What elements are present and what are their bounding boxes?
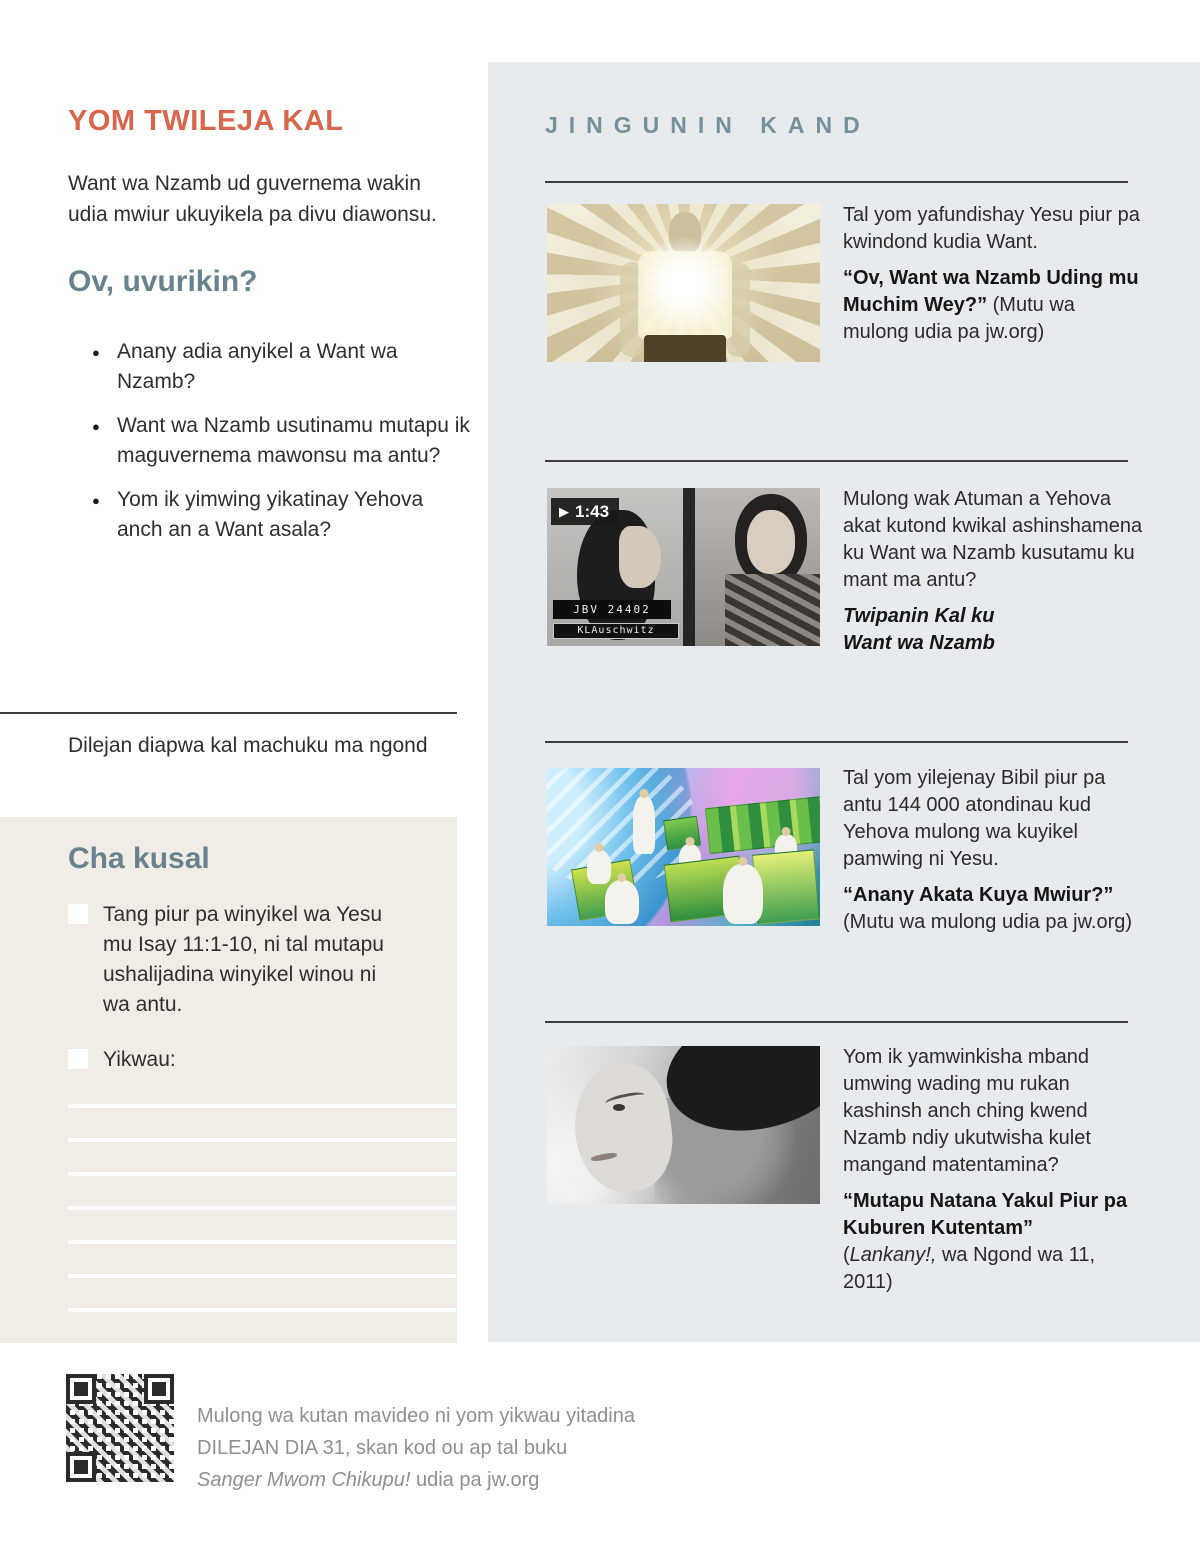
qr-finder-pattern <box>66 1452 96 1482</box>
quote-title: “Ov, Want wa Nzamb Uding mu Muchim Wey?” <box>843 267 1139 316</box>
video-duration-badge <box>551 498 619 525</box>
reference-line: Twipanin Kal ku <box>843 605 995 627</box>
quote-title: “Mutapu Natana Yakul Piur pa Kuburen Kutentam” <box>843 1190 1128 1239</box>
heart-glow <box>635 234 735 334</box>
reference-prefix: ( <box>843 1244 850 1266</box>
section-body: Tal yom yilejenay Bibil piur pa antu 144 000 atondinau kud Yehova mulong wa kuyikel pamwing ni Yesu. <box>843 767 1106 870</box>
section-text <box>843 765 1143 936</box>
front-portrait-face <box>747 510 795 574</box>
writing-line <box>68 1308 456 1312</box>
footer-line: Mulong wa kutan mavideo ni yom yikwau yitadina <box>197 1405 635 1427</box>
writing-line <box>68 1206 456 1210</box>
section-quote <box>843 1188 1143 1296</box>
footer-line-rest: udia pa jw.org <box>410 1469 540 1491</box>
writing-line <box>68 1138 456 1142</box>
checkbox[interactable] <box>68 904 88 924</box>
portrait-eye <box>613 1104 625 1111</box>
homework-item-label: Yikwau: <box>103 1048 176 1071</box>
footer-line <box>197 1464 677 1496</box>
photo-divider <box>683 488 695 646</box>
section-body: Yom ik yamwinkisha mband umwing wading mu rukan kashinsh anch ching kwend Nzamb ndiy ukutwisha kulet mangand matentamina? <box>843 1046 1091 1176</box>
quote-source: (Mutu wa mulong udia pa jw.org) <box>843 911 1133 933</box>
page-title: YOM TWILEJA KAL <box>68 105 344 137</box>
intro-paragraph: Want wa Nzamb ud guvernema wakin udia mwiur ukuyikela pa divu diawonsu. <box>68 172 437 226</box>
video-duration: 1:43 <box>575 502 610 521</box>
writing-line <box>68 1240 456 1244</box>
video-thumbnail[interactable] <box>547 488 820 646</box>
section-text <box>843 1044 1143 1296</box>
checkbox[interactable] <box>68 1049 88 1069</box>
section-quote <box>843 882 1143 936</box>
prisoner-number-plate: JBV 24402 <box>553 600 671 619</box>
left-divider <box>0 712 457 714</box>
writing-line <box>68 1274 456 1278</box>
quote-source: (Mutu wa mulong udia pa jw.org) <box>843 294 1075 343</box>
section-text <box>843 486 1143 657</box>
publication-title: Sanger Mwom Chikupu! <box>197 1469 411 1491</box>
section-quote <box>843 265 1143 346</box>
question-list <box>92 337 472 559</box>
media-panel-heading: JINGUNIN KAND <box>545 112 871 138</box>
illustration-144000-thrones <box>547 768 820 926</box>
homework-item <box>68 900 398 1020</box>
writing-line <box>68 1172 456 1176</box>
list-item: ● Yom ik yimwing yikatinay Yehova anch an a Want asala? <box>92 485 472 545</box>
play-icon: ▶ <box>559 504 569 519</box>
list-item: ● Want wa Nzamb usutinamu mutapu ik maguvernema mawonsu ma antu? <box>92 411 472 471</box>
reference-publication: Lankany!, <box>849 1244 937 1266</box>
quote-title: “Anany Akata Kuya Mwiur?” <box>843 884 1114 906</box>
qr-code <box>64 1372 176 1484</box>
homework-item-label: Tang piur pa winyikel wa Yesu mu Isay 11:1-10, ni tal mutapu ushalijadina winyikel winou ni wa antu. <box>103 903 384 1016</box>
homework-card <box>0 817 457 1343</box>
footer-line: DILEJAN DIA 31, skan kod ou ap tal buku <box>197 1437 568 1459</box>
list-item: ● Anany adia anyikel a Want wa Nzamb? <box>92 337 472 397</box>
striped-uniform <box>725 574 820 646</box>
writing-line <box>68 1104 456 1108</box>
homework-heading: Cha kusal <box>68 842 210 875</box>
figure-pants <box>644 335 726 362</box>
robed-figure <box>605 880 639 924</box>
homework-item <box>68 1045 398 1075</box>
photo-woman-portrait <box>547 1046 820 1204</box>
section-divider <box>545 1021 1128 1023</box>
reference-issue: wa Ngond wa 11, 2011) <box>843 1244 1096 1293</box>
profile-face <box>619 526 661 588</box>
illustration-anointed-man <box>547 204 820 362</box>
media-panel <box>488 62 1200 1342</box>
jesus-figure <box>633 796 655 854</box>
section-divider <box>545 460 1128 462</box>
qr-finder-pattern <box>144 1374 174 1404</box>
quote-source <box>843 1244 1095 1293</box>
section-body: Mulong wak Atuman a Yehova akat kutond kwikal ashinshamena ku Want wa Nzamb kusutamu ku mant ma antu? <box>843 488 1143 591</box>
footer-instructions <box>197 1400 677 1496</box>
section-reference <box>843 603 1143 657</box>
song-note: Dilejan diapwa kal machuku ma ngond <box>68 734 428 757</box>
section-divider <box>545 181 1128 183</box>
reference-line: Want wa Nzamb <box>843 632 995 654</box>
robed-figure <box>587 850 611 884</box>
section-divider <box>545 741 1128 743</box>
qr-finder-pattern <box>66 1374 96 1404</box>
section-text <box>843 202 1143 346</box>
robed-figure <box>723 864 763 924</box>
questions-heading: Ov, uvurikin? <box>68 265 258 298</box>
camp-name-plate: KLAuschwitz <box>553 623 679 639</box>
section-body: Tal yom yafundishay Yesu piur pa kwindond kudia Want. <box>843 204 1140 253</box>
